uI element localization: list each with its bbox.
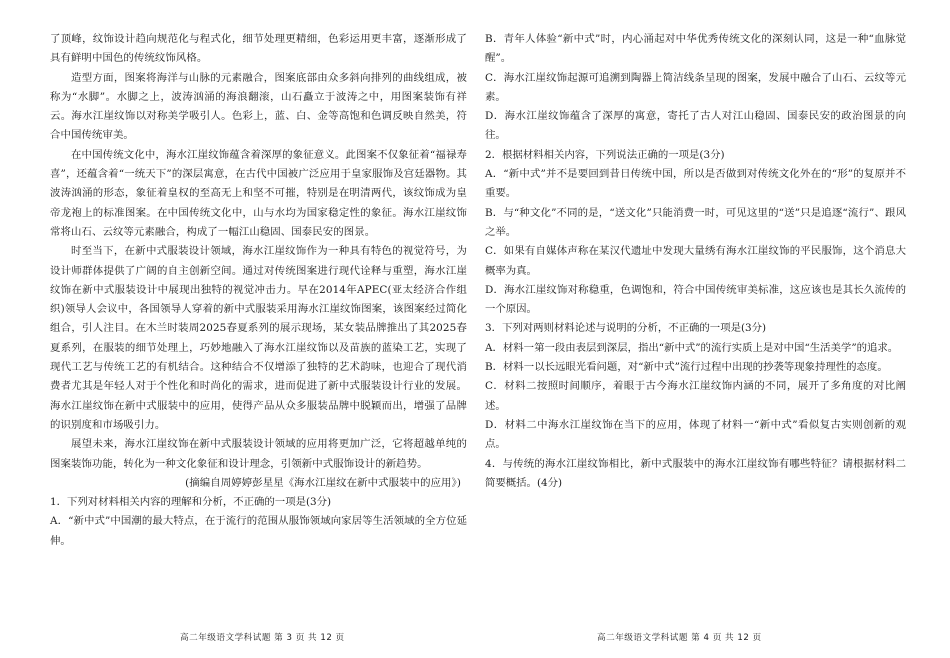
question-3-option-a: A．材料一第一段由表层到深层，指出“新中式”的流行实质上是对中国“生活美学”的追求。 [485,341,899,354]
paragraph-shape: 造型方面，图案将海洋与山脉的元素融合，图案底部由众多斜向排列的曲线组成，被称为“水脚”。水脚之上，波涛汹涌的海浪翻滚，山石矗立于波涛之中，用图案装饰有祥云。海水江崖纹饰以对称美学吸引人。色彩上，蓝、白、金等高饱和色调反映自然美，符合中国传统审美。 [50,71,467,142]
page-footer: 高二年级语文学科试题 第 4 页 共 12 页 [597,633,762,643]
question-2-option-b: B．与“种文化”不同的是，“送文化”只能消费一时，可见这里的“送”只是追逐“流行”、跟风之举。 [485,206,906,238]
question-4-stem: 4．与传统的海水江崖纹饰相比，新中式服装中的海水江崖纹饰有哪些特征？请根据材料二简要概括。(4分) [485,457,906,489]
page-footer: 高二年级语文学科试题 第 3 页 共 12 页 [180,633,345,643]
question-3-option-b: B．材料一以长远眼光看问题，对“新中式”流行过程中出现的抄袭等现象持理性的态度。 [485,361,888,374]
question-2-option-a: A．“新中式”并不是要回到昔日传统中国，所以是否做到对传统文化外在的“形”的复原并不重要。 [485,168,906,200]
source-citation: (摘编自周婷婷彭星星《海水江崖纹在新中式服装中的应用》) [185,476,461,489]
question-1-stem: 1．下列对材料相关内容的理解和分析，不正确的一项是(3分) [50,496,332,509]
page-4 [475,0,950,658]
paragraph-modern-use: 时至当下，在新中式服装设计领域，海水江崖纹饰作为一种具有特色的视觉符号，为设计师群体提供了广阔的自主创新空间。通过对传统图案进行现代诠释与重塑，海水江崖纹饰在新中式服装设计中展现出独特的视觉冲击力。早在2014年APEC(亚太经济合作组织)领导人会议中，各国领导人穿着的新中式服装采用海水江崖纹饰图案，该图案经过简化组合，引人注目。在木兰时装周2025春夏系列的展示现场，某女装品牌推出了其2025春夏系列，在服装的细节处理上，巧妙地融入了海水江崖纹饰以及苗族的蓝染工艺，实现了现代工艺与传统工艺的有机结合。这种结合不仅增添了独特的艺术韵味，也迎合了现代消费者尤其是年轻人对于个性化和时尚化的需求，进而促进了新中式服装设计行业的发展。海水江崖纹饰在新中式服装中的应用，使得产品从众多服装品牌中脱颖而出，增强了品牌的识别度和市场吸引力。 [50,245,467,431]
question-1-option-b: B．青年人体验“新中式”时，内心涌起对中华优秀传统文化的深刻认同，这是一种“血脉觉醒”。 [485,33,906,65]
question-2-stem: 2．根据材料相关内容，下列说法正确的一项是(3分) [485,148,725,161]
paragraph-outlook: 展望未来，海水江崖纹饰在新中式服装设计领域的应用将更加广泛，它将超越单纯的图案装饰功能，转化为一种文化象征和设计理念，引领新中式服饰设计的新趋势。 [50,438,467,470]
question-2-option-c: C．如果有自媒体声称在某汉代遗址中发现大量绣有海水江崖纹饰的平民服饰，这个消息大概率为真。 [485,245,906,277]
paragraph-symbolism: 在中国传统文化中，海水江崖纹饰蕴含着深厚的象征意义。此图案不仅象征着“福禄寿喜”，还蕴含着“一统天下”的深层寓意，在古代中国被广泛应用于皇家服饰及宫廷器物。其波涛汹涌的形态，象征着皇权的至高无上和坚不可摧，特别是在明清两代，该纹饰成为皇帝龙袍上的标准图案。在中国传统文化中，山与水均为国家稳定性的象征。海水江崖纹饰常将山石、云纹等元素融合，构成了一幅江山稳固、国泰民安的图景。 [50,148,467,238]
question-1-option-a: A．“新中式”中国潮的最大特点，在于流行的范围从服饰领域向家居等生活领域的全方位延伸。 [50,515,467,547]
question-3-option-d: D．材料二中海水江崖纹饰在当下的应用，体现了材料一“新中式”看似复古实则创新的观点。 [485,418,906,451]
question-3-option-c: C．材料二按照时间顺序，着眼于古今海水江崖纹饰内涵的不同，展开了多角度的对比阐述。 [485,380,906,412]
paragraph-continuation: 了顶峰，纹饰设计趋向规范化与程式化，细节处理更精细，色彩运用更丰富，逐渐形成了具有鲜明中国色的传统纹饰风格。 [50,33,467,65]
question-3-stem: 3．下列对两则材料论述与说明的分析，不正确的一项是(3分) [485,322,767,335]
question-1-option-d: D．海水江崖纹饰蕴含了深厚的寓意，寄托了古人对江山稳固、国泰民安的政治图景的向往。 [485,110,906,142]
question-1-option-c: C．海水江崖纹饰起源可追溯到陶器上简洁线条呈现的图案，发展中融合了山石、云纹等元素。 [485,71,906,103]
question-2-option-d: D．海水江崖纹饰对称稳重，色调饱和，符合中国传统审美标准，这应该也是其长久流传的一个原因。 [485,283,906,316]
